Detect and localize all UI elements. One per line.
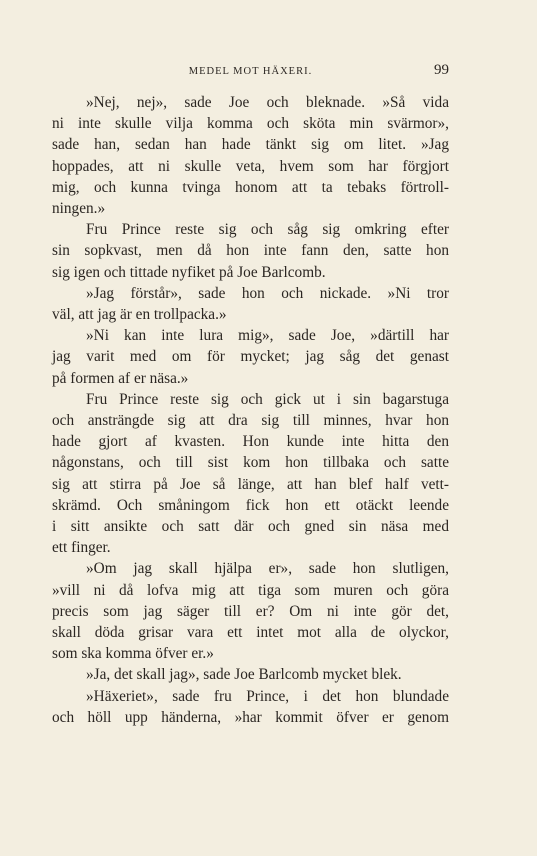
paragraph xyxy=(52,283,449,325)
text-line: ni inte skulle vilja komma och sköta min svärmor», xyxy=(52,115,449,133)
text-line: hoppades, att ni skulle veta, hvem som har förgjort xyxy=(52,157,449,175)
text-line: »Nej, nej», sade Joe och bleknade. »Så vida xyxy=(86,94,449,111)
text-line: hade gjort af kvasten. Hon kunde inte hitta den xyxy=(52,433,449,451)
text-line: precis som jag säger till er? Om ni inte gör det, xyxy=(52,602,449,620)
paragraph xyxy=(52,664,449,685)
text-line: väl, att jag är en trollpacka.» xyxy=(52,306,227,324)
text-line: skall döda grisar vara ett intet mot alla de olyckor, xyxy=(52,624,449,642)
text-line: sig igen och tittade nyfiket på Joe Barlcomb. xyxy=(52,263,326,281)
text-line: »Ni kan inte lura mig», sade Joe, »därtill har xyxy=(86,327,449,345)
text-line: och höll upp händerna, »har kommit öfver er genom xyxy=(52,708,449,726)
text-line: någonstans, och till sist kom hon tillbaka och satte xyxy=(52,454,449,472)
text-line: mig, och kunna tvinga honom att ta tebaks förtroll- xyxy=(52,178,449,196)
paragraph xyxy=(52,92,449,219)
text-line: skrämd. Och småningom fick hon ett otäckt leende xyxy=(52,496,449,514)
paragraph xyxy=(52,325,449,389)
text-line: ett finger. xyxy=(52,539,111,557)
text-line: sade han, sedan han hade tänkt sig om litet. »Jag xyxy=(52,136,449,154)
text-line: Fru Prince reste sig och gick ut i sin bagarstuga xyxy=(86,390,449,408)
text-line: ningen.» xyxy=(52,200,106,218)
text-line: »Häxeriet», sade fru Prince, i det hon blundade xyxy=(86,687,449,705)
paragraph xyxy=(52,558,449,664)
page-number: 99 xyxy=(434,62,449,78)
paragraph xyxy=(52,389,449,559)
text-line: som ska komma öfver er.» xyxy=(52,645,214,663)
running-head: MEDEL MOT HÄXERI. xyxy=(188,66,313,77)
paragraph xyxy=(52,686,449,728)
text-line: på formen af er näsa.» xyxy=(52,369,189,387)
text-line: »Om jag skall hjälpa er», sade hon slutligen, xyxy=(86,560,449,578)
text-line: »Ja, det skall jag», sade Joe Barlcomb mycket blek. xyxy=(86,666,402,684)
text-line: och ansträngde sig att dra sig till minnes, hvar hon xyxy=(52,412,449,430)
text-line: sin sopkvast, men då hon inte fann den, satte hon xyxy=(52,242,449,260)
page-header xyxy=(52,62,449,82)
text-line: i sitt ansikte och satt där och gned sin näsa med xyxy=(52,518,449,536)
text-line: jag varit med om för mycket; jag såg det genast xyxy=(52,348,449,366)
text-line: Fru Prince reste sig och såg sig omkring efter xyxy=(86,221,449,239)
paragraph xyxy=(52,219,449,283)
text-line: »vill ni då lofva mig att tiga som muren och göra xyxy=(52,581,449,599)
body-text xyxy=(52,92,449,728)
text-line: sig att stirra på Joe så länge, att han blef half vett- xyxy=(52,475,449,493)
text-line: »Jag förstår», sade hon och nickade. »Ni tror xyxy=(86,284,449,302)
